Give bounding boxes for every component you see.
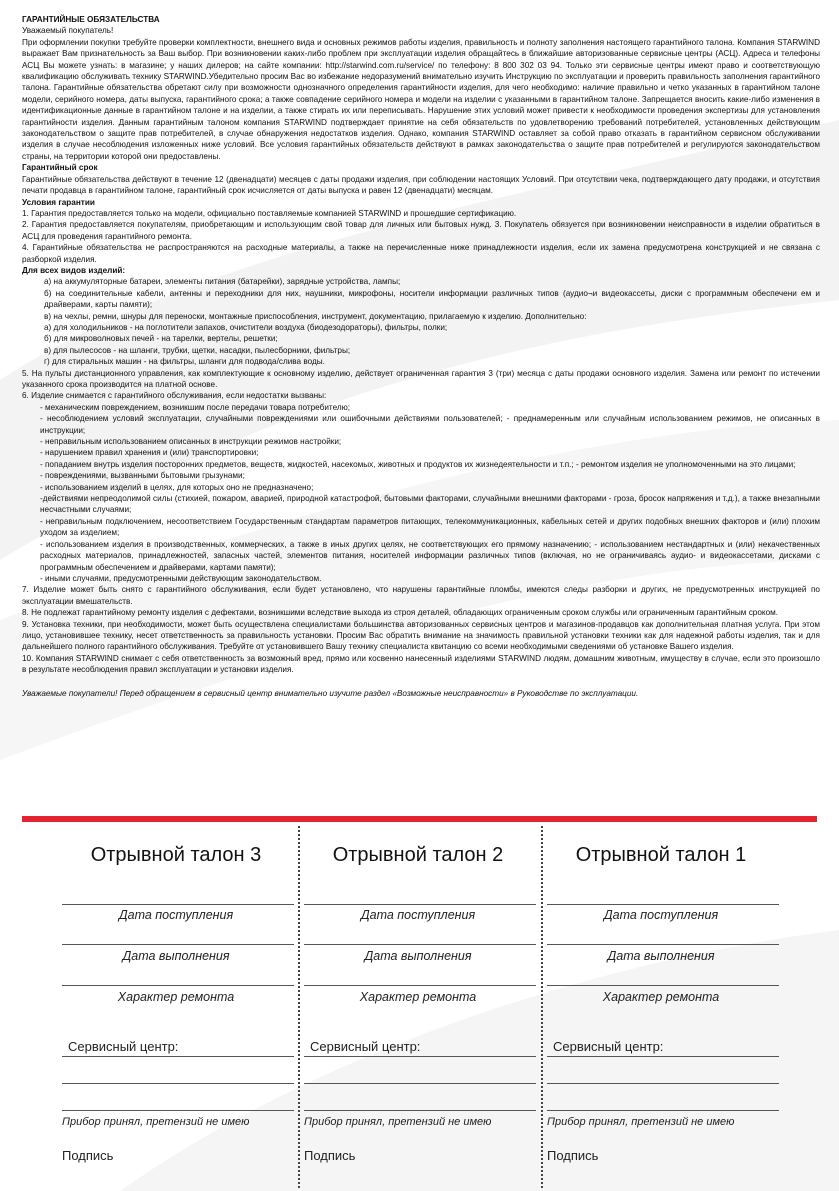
divider-line	[547, 944, 779, 945]
date-received-label: Дата поступления	[603, 908, 719, 922]
condition-1: 1. Гарантия предоставляется только на модели, официально поставляемые компанией STARWIND и прошедшие сертификацию.	[22, 208, 517, 218]
divider-line	[547, 1083, 779, 1084]
coupon-1	[543, 822, 779, 1191]
divider-line	[304, 944, 536, 945]
condition-4: 4. Гарантийные обязательства не распространяются на расходные материалы, а также на перечисленные ниже принадлежности изделия, если их замена предусмотрена конструкцией и не связана с разборкой изделия.	[22, 243, 820, 264]
cause-item: - нарушением правил хранения и (или) транспортировки;	[40, 448, 259, 458]
divider-line	[62, 1110, 294, 1111]
divider-line	[62, 1083, 294, 1084]
term-paragraph: Гарантийные обязательства действуют в течение 12 (двенадцати) месяцев с даты продажи изделия, при соблюдении настоящих Условий. При отсутствии чека, подтверждающего дату продажи, и отсутствия печати продавца в гарантийном талоне, гарантийный срок исчисляется от даты выпуска и равен 12 (двенадцати) месяцам.	[22, 174, 820, 196]
condition-5: 5. На пульты дистанционного управления, как комплектующие к основному изделию, действует ограниченная гарантия 3 (три) месяца с даты продажи основного изделия. Замена или ремонт по истечении указанного срока производится на платной основе.	[22, 368, 820, 389]
signature-label: Подпись	[547, 1148, 599, 1163]
exclusion-item: б) для микроволновых печей - на тарелки, вертелы, решетки;	[44, 334, 278, 344]
repair-type-label: Характер ремонта	[359, 990, 477, 1004]
exclusion-item: а) для холодильников - на поглотители запахов, очистители воздуха (биодезодораторы), фильтры, полки;	[44, 322, 448, 332]
cause-item: - неправильным использованием описанных в инструкции режимов настройки;	[40, 437, 342, 447]
accepted-label: Прибор принял, претензий не имею	[304, 1116, 492, 1128]
exclusion-item: г) для стиральных машин - на фильтры, шланги для подвода/слива воды.	[44, 357, 325, 367]
repair-type-label: Характер ремонта	[117, 990, 235, 1004]
cause-item: - иными случаями, предусмотренными действующим законодательством.	[40, 573, 322, 583]
condition-9: 9. Установка техники, при необходимости, может быть осуществлена специалистами большинства авторизованных сервисных центров и магазинов-продавцов как дополнительная платная услуга. При этом лицо, установившее технику, несет ответственность за правильность установки. Просим Вас обратить внимание на значимость правильной установки техники как для надежной работы изделия, так и для дальнейшего полного гарантийного обслуживания. Требуйте от установившего Вашу технику специалиста квитанцию со всеми необходимыми сведениями об установке Вашего изделия.	[22, 619, 820, 652]
condition-10: 10. Компания STARWIND снимает с себя ответственность за возможный вред, прямо или косвенно нанесенный изделиями STARWIND людям, домашним животным, имуществу в случае, если это произошло в результате несоблюдения правил эксплуатации и установки изделия.	[22, 653, 820, 675]
condition-6: 6. Изделие снимается с гарантийного обслуживания, если недостатки вызваны:	[22, 391, 327, 401]
divider-line	[547, 1110, 779, 1111]
date-completed-label: Дата выполнения	[607, 949, 715, 963]
accepted-label: Прибор принял, претензий не имею	[547, 1116, 735, 1128]
date-received-label: Дата поступления	[360, 908, 476, 922]
cause-item: - использованием изделий в целях, для которых оно не предназначено;	[40, 482, 314, 492]
term-heading: Гарантийный срок	[22, 163, 98, 173]
condition-2: 2. Гарантия предоставляется покупателям, приобретающим и использующим свой товар для личных или бытовых нужд. 3. Покупатель обязуется при возникновении неисправности в изделии обратиться в АСЦ для проведения гарантийного ремонта.	[22, 220, 820, 241]
cause-item: - использованием изделия в производственных, коммерческих, а также в иных других целях, не соответствующих его прямому назначению; - использованием нестандартных и (или) некачественных расходных материалов, принадлежностей, запасных частей, элементов питания, носителей информации различных типов (включая, но не ограничиваясь аудио- и видеокассетами, дисками с программным обеспечением и драйверами, картами памяти);	[40, 539, 820, 572]
repair-type-label: Характер ремонта	[602, 990, 720, 1004]
divider-line	[304, 904, 536, 905]
greeting: Уважаемый покупатель!	[22, 26, 114, 36]
exclusion-item: а) на аккумуляторные батареи, элементы питания (батарейки), зарядные устройства, лампы;	[44, 277, 401, 287]
service-center-label: Сервисный центр:	[553, 1039, 664, 1054]
divider-line	[62, 904, 294, 905]
divider-line	[62, 1056, 294, 1057]
cause-item: -действиями непреодолимой силы (стихией, пожаром, аварией, природной катастрофой, бытовыми факторами, случайными внешними факторами - гроза, бросок напряжения и т.д.), а также внезапными несчастными случаями;	[40, 494, 820, 515]
cause-item: - несоблюдением условий эксплуатации, случайными повреждениями или ошибочными действиями пользователей; - преднамеренным или случайным использованием режимов, не описанных в инструкции;	[40, 414, 820, 435]
signature-label: Подпись	[304, 1148, 356, 1163]
divider-line	[547, 1056, 779, 1057]
condition-8: 8. Не подлежат гарантийному ремонту изделия с дефектами, возникшими вследствие выхода из строя деталей, обладающих ограниченным сроком службы или ограниченным гарантийным сроком.	[22, 608, 779, 618]
exclusion-item: в) для пылесосов - на шланги, трубки, щетки, насадки, пылесборники, фильтры;	[44, 345, 351, 355]
notice-text: Уважаемые покупатели! Перед обращением в сервисный центр внимательно изучите раздел «Возможные неисправности» в Руководстве по эксплуатации.	[22, 688, 639, 698]
coupon-3	[58, 822, 294, 1191]
divider-line	[304, 1083, 536, 1084]
exclusion-item: б) на соединительные кабели, антенны и переходники для них, наушники, микрофоны, носители информации различных типов (аудио¬и видеокассеты, диски с программным обеспечени ем и драйверами, карты памяти);	[44, 288, 820, 310]
service-center-label: Сервисный центр:	[68, 1039, 179, 1054]
divider-line	[62, 985, 294, 986]
divider-line	[304, 985, 536, 986]
service-center-label: Сервисный центр:	[310, 1039, 421, 1054]
divider-line	[62, 944, 294, 945]
coupon-title: Отрывной талон 1	[575, 844, 747, 866]
conditions-heading: Условия гарантии	[22, 197, 95, 207]
cause-item: - механическим повреждением, возникшим после передачи товара потребителю;	[40, 402, 351, 412]
condition-7: 7. Изделие может быть снято с гарантийного обслуживания, если будет установлено, что нарушены гарантийные пломбы, имеются следы разборки и других, не предусмотренных инструкцией по эксплуатации вмешательств.	[22, 585, 820, 606]
warranty-text	[22, 14, 820, 699]
date-received-label: Дата поступления	[118, 908, 234, 922]
warranty-heading: ГАРАНТИЙНЫЕ ОБЯЗАТЕЛЬСТВА	[22, 15, 160, 24]
divider-line	[304, 1110, 536, 1111]
exclusion-item: в) на чехлы, ремни, шнуры для переноски, монтажные приспособления, инструмент, документацию, прилагаемую к изделию. Дополнительно:	[44, 311, 587, 321]
coupon-2	[300, 822, 536, 1191]
intro-paragraph: При оформлении покупки требуйте проверки комплектности, внешнего вида и основных режимов работы изделия, правильность и полноту заполнения настоящего гарантийного талона. Компания STARWIND выражает Вам признательность за Ваш выбор. При возникновении каких-либо проблем при эксплуатации изделия обращайтесь в ближайшие авторизованные сервисные центры (АСЦ). Адреса и телефоны АСЦ Вы можете узнать: в магазине; у наших дилеров; на сайте компании: http://starwind.com.ru/service/ по телефону: 8 800 302 03 94. Только эти сервисные центры имеют право и соответствующую квалификацию обслуживать технику STARWIND.Убедительно просим Вас во избежание недоразумений внимательно изучить Инструкцию по эксплуатации и проверить правильность заполнения гарантийного талона. Гарантийные обязательства обретают силу при возможности однозначного определения гарантийности изделия, для чего необходимо: наличие правильно и четко указанных в гарантийном талоне модели, серийного номера, даты выпуска, гарантийного срока; а также совпадение серийного номера и модели на изделии с указанными в гарантийном талоне. Запрещается вносить какие-либо изменения в идентификационные данные в гарантийном талоне и на изделии, а также стирать их или переписывать. Нарушение этих условий может привести к необходимости проведения экспертизы для установления гарантийности изделия. Данным гарантийным талоном компания STARWIND подтверждает принятие на себя обязательств по удовлетворению требований потребителей, установленных действующим законодательством о защите прав потребителей, в случае обнаружения недостатков изделия. Однако, компания STARWIND оставляет за собой право отказать в гарантийном сервисном обслуживании изделия в случае несоблюдения изложенных ниже условий. Все условия гарантийных обязательств действуют в рамках законодательства о защите прав потребителей и регулируются законодательством страны, на территории которой они предоставлены.	[22, 37, 820, 161]
cause-item: - неправильным подключением, несоответствием Государственным стандартам параметров питающих, телекоммуникационных, кабельных сетей и других подобных внешних факторов и (или) плохим уходом за изделием;	[40, 516, 820, 538]
cause-item: - попаданием внутрь изделия посторонних предметов, веществ, жидкостей, насекомых, животных и продуктов их жизнедеятельности и т.п.; - ремонтом изделия не уполномоченными на это лицами;	[40, 459, 796, 469]
coupon-title: Отрывной талон 3	[90, 844, 262, 866]
signature-label: Подпись	[62, 1148, 114, 1163]
date-completed-label: Дата выполнения	[122, 949, 230, 963]
coupon-title: Отрывной талон 2	[332, 844, 504, 866]
date-completed-label: Дата выполнения	[364, 949, 472, 963]
all-types-heading: Для всех видов изделий:	[22, 265, 126, 275]
divider-line	[304, 1056, 536, 1057]
divider-line	[547, 904, 779, 905]
cause-item: - повреждениями, вызванными бытовыми грызунами;	[40, 471, 245, 481]
accepted-label: Прибор принял, претензий не имею	[62, 1116, 250, 1128]
divider-line	[547, 985, 779, 986]
